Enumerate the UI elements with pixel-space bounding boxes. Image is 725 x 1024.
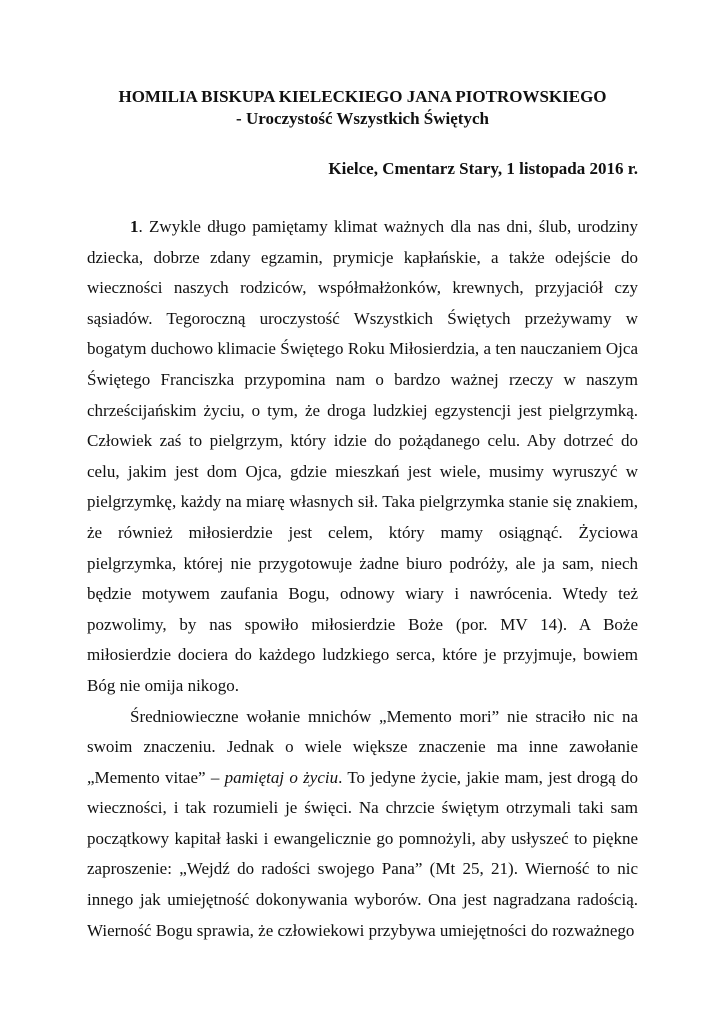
place-and-date: Kielce, Cmentarz Stary, 1 listopada 2016 r. [328,159,638,178]
paragraph-1-text: . Zwykle długo pamiętamy klimat ważnych dla nas dni, ślub, urodziny dziecka, dobrze zdany egzamin, prymicje kapłańskie, a także odejście do wieczności naszych rodziców, współmałżonków, krewnych, przyjaciół czy sąsiadów. Tegoroczną uroczystość Wszystkich Świętych przeżywamy w bogatym duchowo klimacie Świętego Roku Miłosierdzia, a ten nauczaniem Ojca Świętego Franciszka przypomina nam o bardzo ważnej rzeczy w naszym chrześcijańskim życiu, o tym, że droga ludzkiej egzystencji jest pielgrzymką. Człowiek zaś to pielgrzym, który idzie do pożądanego celu. Aby dotrzeć do celu, jakim jest dom Ojca, gdzie mieszkań jest wiele, musimy wyruszyć w pielgrzymkę, każdy na miarę własnych sił. Taka pielgrzymka stanie się znakiem, że również miłosierdzie jest celem, który mamy osiągnąć. Życiowa pielgrzymka, której nie przygotowuje żadne biuro podróży, ale ja sam, niech będzie motywem zaufania Bogu, odnowy wiary i nawrócenia. Wtedy też pozwolimy, by nas spowiło miłosierdzie Boże (por. MV 14). A Boże miłosierdzie dociera do każdego ludzkiego serca, które je przyjmuje, bowiem Bóg nie omija nikogo. [87,217,638,695]
document-header [60,86,665,130]
paragraph-2 [87,702,638,947]
document-subtitle: - Uroczystość Wszystkich Świętych [236,109,489,128]
document-title: HOMILIA BISKUPA KIELECKIEGO JANA PIOTROWSKIEGO [118,87,607,106]
paragraph-number: 1 [130,217,139,236]
paragraph-1 [87,212,638,702]
homily-body [87,212,638,946]
paragraph-2-text-before: Średniowieczne wołanie mnichów „Memento mori” nie straciło nic na swoim znaczeniu. Jednak o wiele większe znaczenie ma inne zawołanie „Memento vitae” – [87,706,638,787]
paragraph-2-emphasis: pamiętaj o życiu [224,767,339,787]
paragraph-2-text-after: . To jedyne życie, jakie mam, jest drogą do wieczności, i tak rozumieli je święci. Na chrzcie świętym otrzymali taki sam początkowy kapitał łaski i ewangelicznie go pomnożyli, aby usłyszeć to piękne zaproszenie: „Wejdź do radości swojego Pana” (Mt 25, 21). Wierność to nic innego jak umiejętność dokonywania wyborów. Ona jest nagradzana radością. Wierność Bogu sprawia, że człowiekowi przybywa umiejętności do rozważnego [87,767,639,940]
